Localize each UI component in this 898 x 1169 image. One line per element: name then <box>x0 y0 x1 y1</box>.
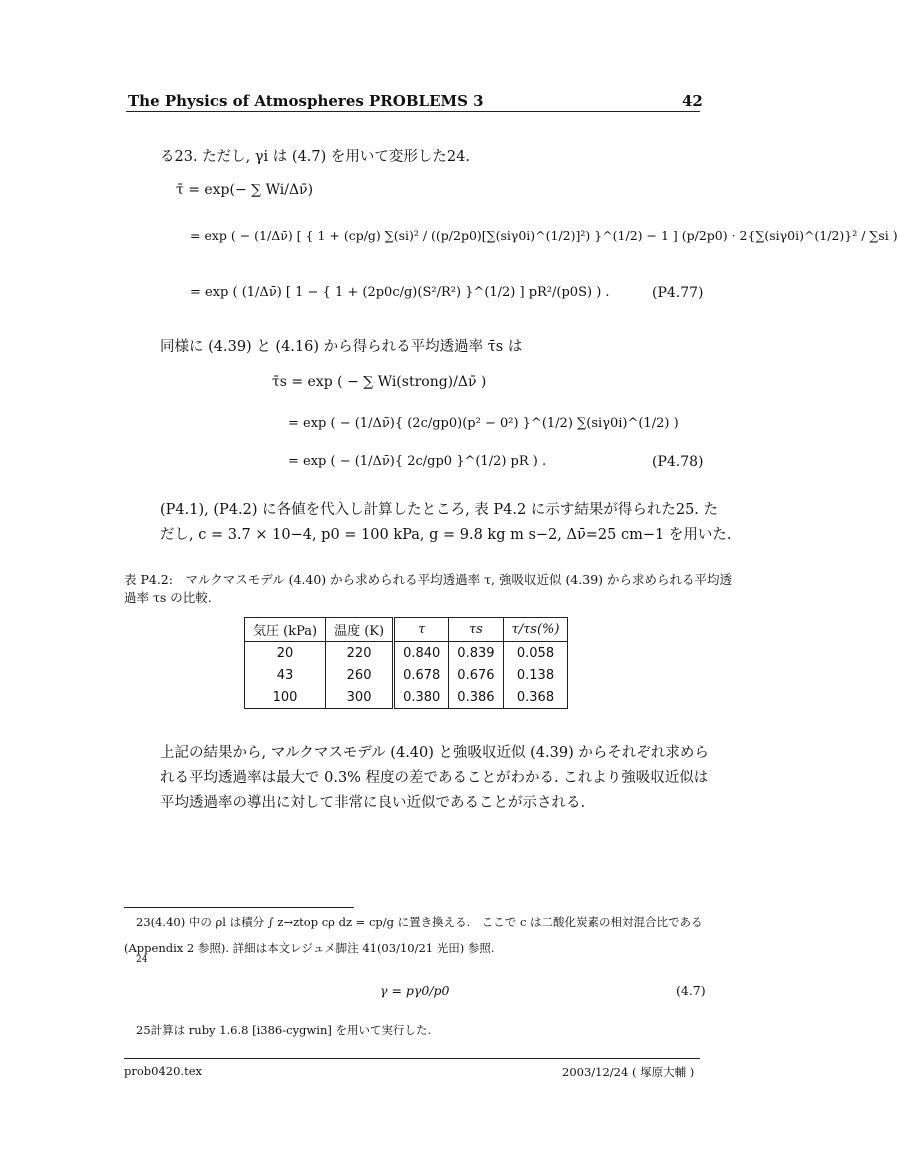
table-caption-line2: 過率 τs の比較. <box>124 590 212 605</box>
footnote-23-line1: 23(4.40) 中の ρl は積分 ∫ z→ztop cρ dz = cp/g に置き換える. ここで c は二酸化炭素の相対混合比である <box>136 915 703 929</box>
table-header-row <box>245 618 568 642</box>
cell-tau: 0.678 <box>394 664 449 686</box>
conclusion-line1: 上記の結果から, マルクマスモデル (4.40) と強吸収近似 (4.39) からそれぞれ求めら <box>160 745 709 761</box>
conclusion-line3: 平均透過率の導出に対して非常に良い近似であることが示される. <box>160 795 586 811</box>
table-caption-line1: 表 P4.2: マルクマスモデル (4.40) から求められる平均透過率 τ, 強吸収近似 (4.39) から求められる平均透 <box>124 572 733 587</box>
cell-pressure: 43 <box>245 664 326 686</box>
footnote-24-label: (4.7) <box>676 983 706 998</box>
footer-date-author: 2003/12/24 ( 塚原大輔 ) <box>562 1065 695 1079</box>
para-calc-line2: だし, c = 3.7 × 10−4, p0 = 100 kPa, g = 9.8 kg m s−2, Δν̄=25 cm−1 を用いた. <box>160 527 732 543</box>
eq-p478-line2: = exp ( − (1/Δν̄){ (2c/gp0)(p² − 0²) }^(1/2) ∑(siγ0i)^(1/2) ) <box>288 416 679 431</box>
cell-tau-s: 0.839 <box>449 642 503 665</box>
col-header-temperature: 温度 (K) <box>326 618 394 642</box>
cell-temperature: 260 <box>326 664 394 686</box>
cell-tau-s: 0.676 <box>449 664 503 686</box>
footer-filename: prob0420.tex <box>124 1064 202 1078</box>
eq-p477-label: (P4.77) <box>652 285 704 301</box>
footnote-rule <box>124 907 354 908</box>
footnote-24-equation: γ = pγ0/p0 <box>380 983 450 998</box>
cell-ratio: 0.138 <box>503 664 568 686</box>
header-rule <box>126 111 700 112</box>
page-number: 42 <box>682 92 703 110</box>
col-header-tau: τ <box>394 618 449 642</box>
eq-p478-line3: = exp ( − (1/Δν̄){ 2c/gp0 }^(1/2) pR ) . <box>288 454 547 469</box>
eq-p478-line1: τ̄s = exp ( − ∑ Wi(strong)/Δν̄ ) <box>272 374 487 390</box>
cell-ratio: 0.368 <box>503 686 568 709</box>
table-row <box>245 642 568 665</box>
intro-line: る23. ただし, γi は (4.7) を用いて変形した24. <box>160 149 470 165</box>
col-header-tau-s: τs <box>449 618 503 642</box>
eq-p477-line1: τ̄ = exp(− ∑ Wi/Δν̄) <box>176 182 314 198</box>
footer-rule <box>124 1058 700 1059</box>
cell-tau: 0.380 <box>394 686 449 709</box>
table-row <box>245 664 568 686</box>
col-header-ratio: τ/τs(%) <box>503 618 568 642</box>
cell-pressure: 20 <box>245 642 326 665</box>
cell-tau: 0.840 <box>394 642 449 665</box>
cell-temperature: 220 <box>326 642 394 665</box>
running-title: The Physics of Atmospheres PROBLEMS 3 <box>128 92 484 110</box>
table-row <box>245 686 568 709</box>
conclusion-line2: れる平均透過率は最大で 0.3% 程度の差であることがわかる. これより強吸収近似は <box>160 770 709 786</box>
para-mid: 同様に (4.39) と (4.16) から得られる平均透過率 τ̄s は <box>160 339 523 355</box>
cell-pressure: 100 <box>245 686 326 709</box>
footnote-24-mark: 24 <box>136 955 148 965</box>
cell-tau-s: 0.386 <box>449 686 503 709</box>
cell-ratio: 0.058 <box>503 642 568 665</box>
eq-p478-label: (P4.78) <box>652 454 704 470</box>
footnote-25: 25計算は ruby 1.6.8 [i386-cygwin] を用いて実行した. <box>136 1023 432 1037</box>
footnote-23-line2: (Appendix 2 参照). 詳細は本文レジュメ脚注 41(03/10/21 光田) 参照. <box>124 941 495 955</box>
cell-temperature: 300 <box>326 686 394 709</box>
col-header-pressure: 気圧 (kPa) <box>245 618 326 642</box>
eq-p477-line3: = exp ( (1/Δν̄) [ 1 − { 1 + (2p0c/g)(S²/R²) }^(1/2) ] pR²/(p0S) ) . <box>190 285 610 300</box>
eq-p477-line2: = exp ( − (1/Δν̄) [ { 1 + (cp/g) ∑(si)² / ((p/2p0)[∑(siγ0i)^(1/2)]²) }^(1/2) − 1 ] (p/2p0) · 2{∑(siγ0i)^(1/2)}² / ∑si ) <box>190 228 898 243</box>
comparison-table <box>244 617 568 709</box>
para-calc-line1: (P4.1), (P4.2) に各値を代入し計算したところ, 表 P4.2 に示す結果が得られた25. た <box>160 502 719 518</box>
